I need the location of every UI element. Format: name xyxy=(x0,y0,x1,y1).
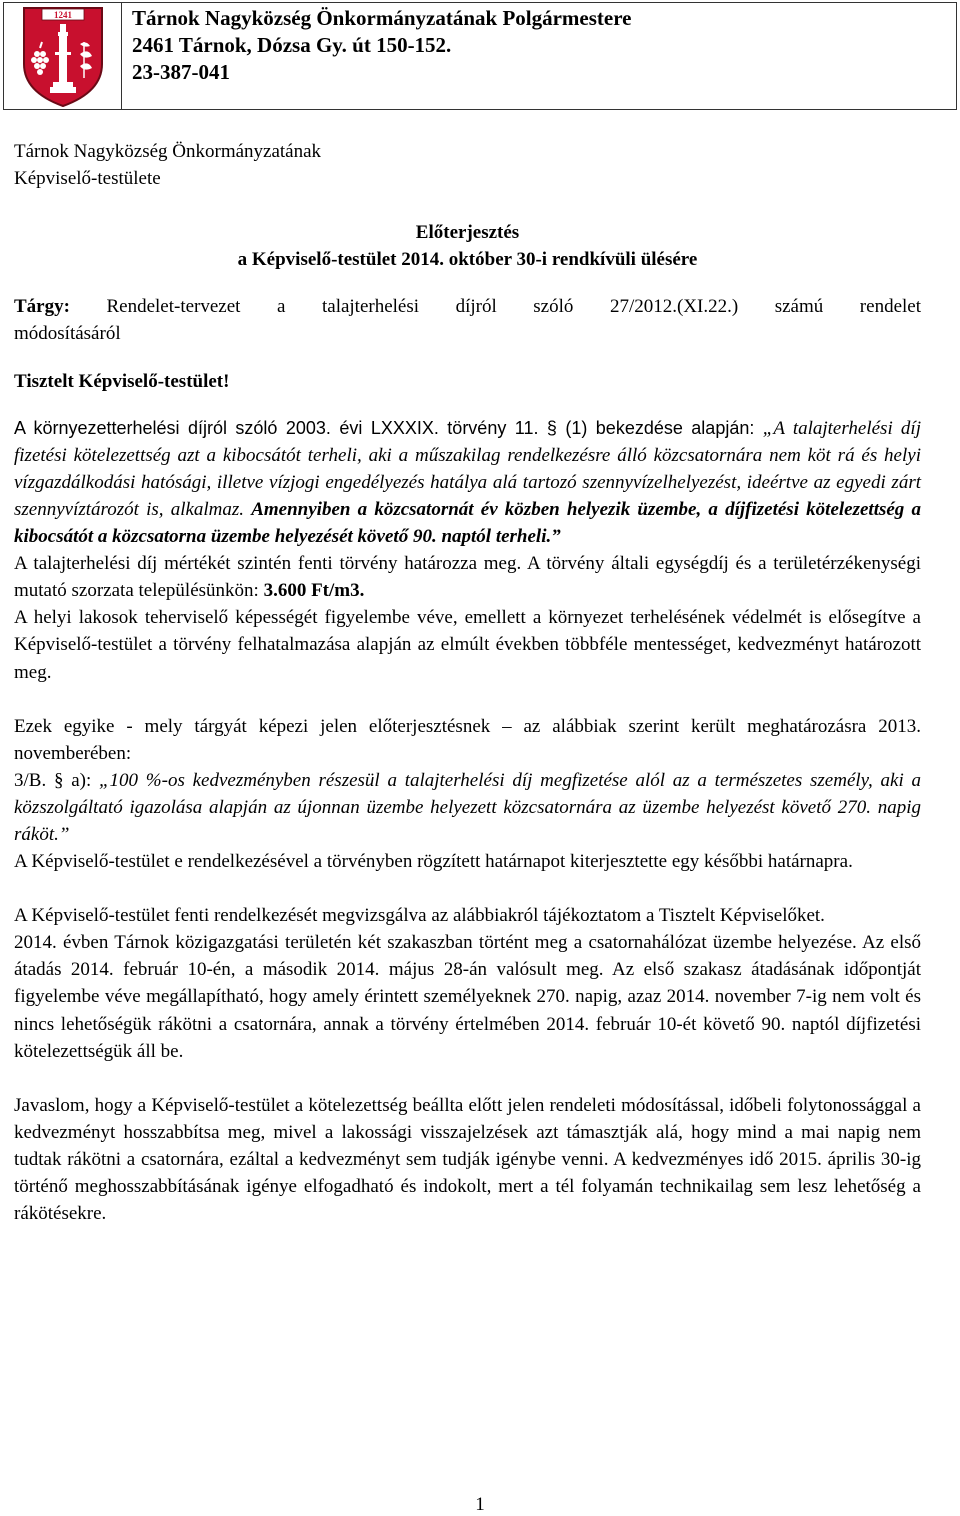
fee-text: A talajterhelési díj mértékét szintén fenti törvény határozza meg. A törvény általi egységdíj és a területérzékenységi mutató szorzata településünkön: xyxy=(14,553,921,602)
document-body xyxy=(14,138,921,1227)
paragraph-fee-rate xyxy=(14,550,921,604)
law-quote-emphasis: Amennyiben a közcsatornát év közben helyezik üzembe, a díjfizetési kötelezettség a kibocsátót a közcsatorna üzembe helyezését követő 90. naptól terheli. xyxy=(14,498,921,548)
subject-line xyxy=(14,293,921,320)
addressee xyxy=(14,138,921,192)
paragraph-regulation-quote xyxy=(14,767,921,848)
paragraph-sewer-timeline: 2014. évben Tárnok közigazgatási területén két szakaszban történt meg a csatornahálózat üzembe helyezése. Az első átadás 2014. február 10-én, a második 2014. május 28-án valósult meg. Az első szakasz átadásának időpontját figyelembe véve megállapítható, hogy amely érintett személyeknek 270. napig, azaz 2014. november 7-ig nem volt és nincs lehetőségük rákötni a csatornára, annak a törvény értelmében 2014. február 10-ét követő 90. naptól díjfizetési kötelezettségük áll be. xyxy=(14,932,921,1062)
coat-of-arms-icon xyxy=(20,4,106,108)
page-number: 1 xyxy=(475,1494,485,1515)
org-name: Tárnok Nagyközség Önkormányzatának Polgármestere xyxy=(132,6,632,30)
document-title xyxy=(14,219,921,273)
org-address: 2461 Tárnok, Dózsa Gy. út 150-152. xyxy=(132,33,452,57)
crest-year: 1241 xyxy=(53,10,72,20)
paragraph-exemptions: A helyi lakosok teherviselő képességét figyelembe véve, emellett a környezet terhelésének védelmét is elősegítve a Képviselő-testület a törvény felhatalmazása alapján az elmúlt években többféle mentességet, kedvezményt határozott meg. xyxy=(14,607,921,683)
law-intro: A környezetterhelési díjról szóló 2003. évi LXXXIX. törvény 11. § (1) bekezdése alapján: xyxy=(14,417,763,438)
logo-cell xyxy=(4,3,122,109)
subject-text: Rendelet-tervezet a talajterhelési díjról szóló 27/2012.(XI.22.) számú rendelet xyxy=(69,296,921,318)
fee-value: 3.600 Ft/m3. xyxy=(263,580,365,602)
salutation: Tisztelt Képviselő-testület! xyxy=(14,370,230,392)
subject-label: Tárgy: xyxy=(14,296,70,318)
title-line-2: a Képviselő-testület 2014. október 30-i rendkívüli ülésére xyxy=(237,249,698,271)
regulation-ref: 3/B. § a): xyxy=(14,769,99,791)
org-phone: 23-387-041 xyxy=(132,60,230,84)
letterhead xyxy=(3,2,957,110)
paragraph-review: A Képviselő-testület fenti rendelkezését megvizsgálva az alábbiakról tájékoztatom a Tisztelt Képviselőket. xyxy=(14,905,825,927)
paragraph-proposal: Javaslom, hogy a Képviselő-testület a kötelezettség beállta előtt jelen rendeleti módosítással, időbeli folytonossággal a kedvezményt hosszabbítsa meg, mivel a lakossági visszajelzések azt támasztják alá, hogy mind a mai napig nem tudtak rákötni a csatornára, ezáltal a kedvezményt sem tudják igénybe venni. A kedvezményes idő 2015. április 30-ig történő meghosszabbításának igénye elfogadható és indokolt, mert a tél folyamán technikailag sem lesz lehetőség a rákötésekre. xyxy=(14,1094,921,1225)
organization-info xyxy=(122,3,642,109)
law-quote-close: ” xyxy=(551,526,561,548)
regulation-quote: „100 %-os kedvezményben részesül a talajterhelési díj megfizetése alól az a természetes személy, aki a közszolgáltató igazolása alapján az újonnan üzembe helyezett közcsatornára az üzembe helyezést követő 270. napig ráköt.” xyxy=(14,769,921,845)
title-line-1: Előterjesztés xyxy=(415,222,520,244)
paragraph-deadline-extension: A Képviselő-testület e rendelkezésével a törvényben rögzített határnapot kiterjesztette egy későbbi határnapra. xyxy=(14,851,853,873)
paragraph-law-quote xyxy=(14,415,921,550)
addressee-line-2: Képviselő-testülete xyxy=(14,168,161,190)
subject-continuation: módosításáról xyxy=(14,323,121,345)
addressee-line-1: Tárnok Nagyközség Önkormányzatának xyxy=(14,141,322,162)
paragraph-discount-intro: Ezek egyike - mely tárgyát képezi jelen előterjesztésnek – az alábbiak szerint került meghatározásra 2013. novemberében: xyxy=(14,715,921,764)
law-quote: „A talajterhelési díj fizetési kötelezettség azt a kibocsátót terheli, aki a műszakilag rendelkezésre álló közcsatornára nem köt rá és helyi vízgazdálkodási hatósági, illetve vízjogi engedélyezés hatálya alá tartozó szennyvízelhelyezést, ideértve az egyedi zárt szennyvíztározót is, alkalmaz. xyxy=(14,417,921,520)
